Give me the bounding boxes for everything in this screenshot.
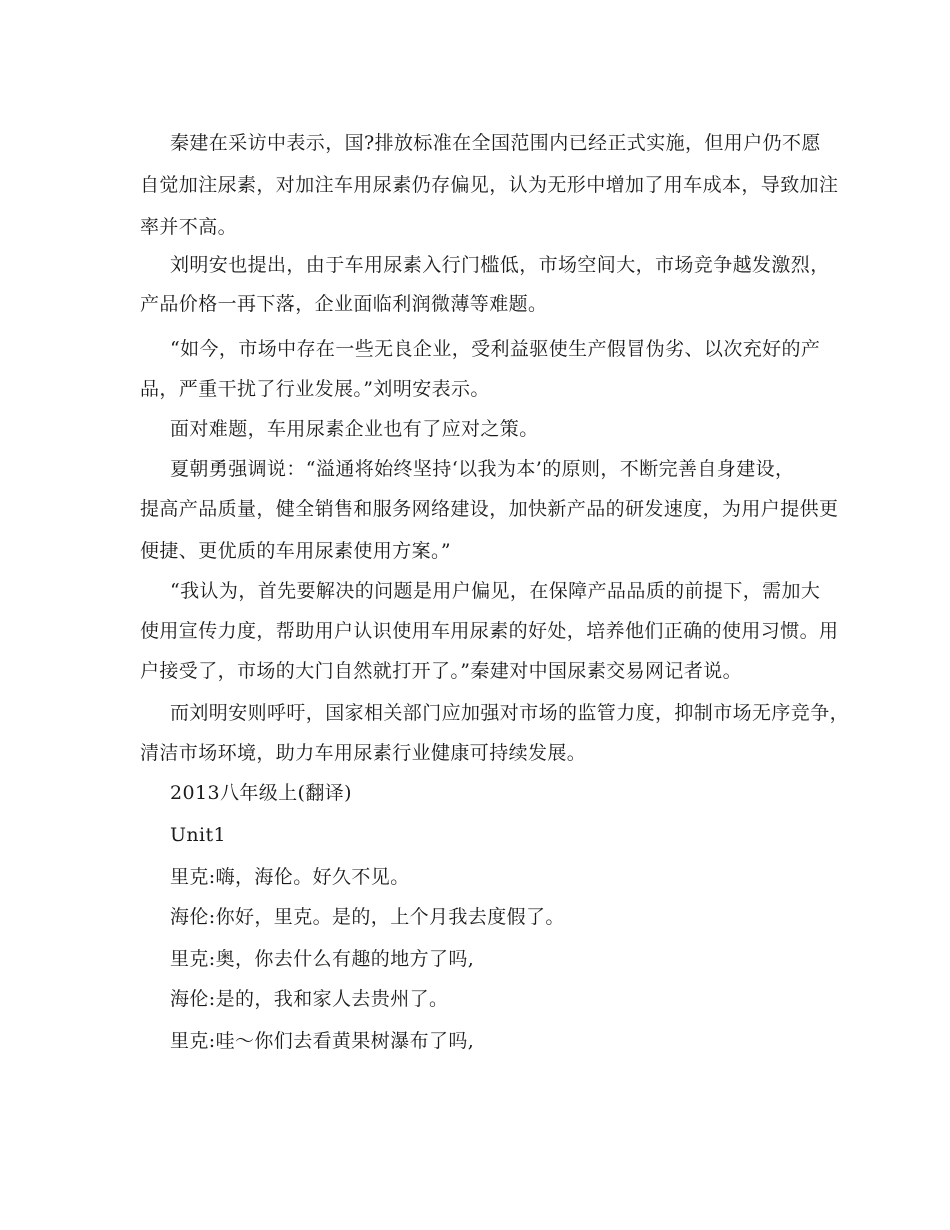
paragraph-line: 品，严重干扰了行业发展。”刘明安表示。	[140, 378, 490, 400]
paragraph-line: 产品价格一再下落，企业面临利润微薄等难题。	[140, 293, 548, 315]
dialogue-line: 海伦:是的，我和家人去贵州了。	[170, 988, 449, 1010]
paragraph-line: 秦建在采访中表示，国?排放标准在全国范围内已经正式实施，但用户仍不愿	[170, 132, 821, 154]
paragraph-line: 提高产品质量，健全销售和服务网络建设，加快新产品的研发速度，为用户提供更	[140, 498, 839, 520]
dialogue-line: 里克:嗨，海伦。好久不见。	[170, 866, 410, 888]
paragraph-line: “我认为，首先要解决的问题是用户偏见，在保障产品品质的前提下，需加大	[170, 580, 821, 602]
paragraph-line: 而刘明安则呼吁，国家相关部门应加强对市场的监管力度，抑制市场无序竞争，	[170, 702, 850, 724]
section-heading: 2013八年级上(翻译)	[170, 782, 352, 804]
paragraph-line: 自觉加注尿素，对加注车用尿素仍存偏见，认为无形中增加了用车成本，导致加注	[140, 174, 839, 196]
paragraph-line: 户接受了，市场的大门自然就打开了。”秦建对中国尿素交易网记者说。	[140, 660, 743, 682]
paragraph-line: 夏朝勇强调说：“溢通将始终坚持‘以我为本’的原则，不断完善自身建设，	[170, 458, 795, 480]
paragraph-line: 使用宣传力度，帮助用户认识使用车用尿素的好处，培养他们正确的使用习惯。用	[140, 620, 839, 642]
paragraph-line: 刘明安也提出，由于车用尿素入行门槛低，市场空间大，市场竞争越发激烈，	[170, 254, 830, 276]
paragraph-line: “如今，市场中存在一些无良企业，受利益驱使生产假冒伪劣、以次充好的产	[170, 338, 821, 360]
paragraph-line: 便捷、更优质的车用尿素使用方案。”	[140, 540, 452, 562]
paragraph-line: 面对难题，车用尿素企业也有了应对之策。	[170, 418, 539, 440]
dialogue-line: 海伦:你好，里克。是的，上个月我去度假了。	[170, 906, 565, 928]
dialogue-line: 里克:奥，你去什么有趣的地方了吗,	[170, 948, 475, 970]
dialogue-line: 里克:哇～你们去看黄果树瀑布了吗,	[170, 1030, 475, 1052]
paragraph-line: 清洁市场环境，助力车用尿素行业健康可持续发展。	[140, 742, 587, 764]
unit-heading: Unit1	[170, 824, 227, 846]
paragraph-line: 率并不高。	[140, 216, 238, 238]
